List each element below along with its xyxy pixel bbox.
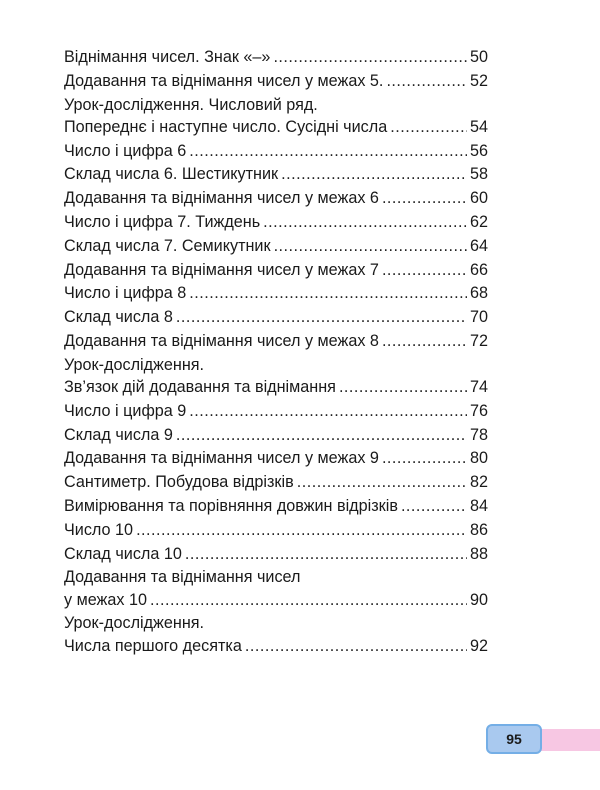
toc-entry [64,495,488,517]
dot-leader [263,211,467,233]
toc-entry [64,235,488,257]
dot-leader [339,376,467,398]
toc-entry-title: Віднімання чисел. Знак «–» [64,48,271,66]
toc-entry [64,543,488,565]
toc-entry-title: Додавання та віднімання чисел у межах 6 [64,189,379,208]
dot-leader [382,259,467,281]
toc-entry-page: 52 [469,71,488,90]
toc-entry [64,163,488,185]
toc-entry-title: Зв’язок дій додавання та віднімання [64,377,336,396]
toc-entry-page: 70 [469,308,488,327]
dot-leader [386,70,467,92]
dot-leader [189,282,467,304]
toc-entry [64,187,488,209]
toc-entry [64,70,488,92]
dot-leader [382,447,467,469]
dot-leader [390,116,467,138]
toc-entry [64,140,488,162]
dot-leader [274,235,467,257]
toc-entry [64,211,488,233]
toc-entry [64,519,488,541]
toc-entry [64,282,488,304]
toc-entry-page: 90 [469,590,488,609]
toc-entry [64,424,488,446]
toc-entry [64,46,488,68]
footer-band [540,729,600,751]
dot-leader [382,330,467,352]
toc-entry-title: Число 10 [64,520,134,539]
toc-entry [64,94,488,138]
toc-entry-page: 62 [469,212,488,231]
toc-entry-page: 58 [469,165,488,184]
toc-entry-page: 64 [469,236,488,255]
table-of-contents [64,46,488,658]
toc-entry-page: 68 [469,284,488,303]
toc-entry-page: 74 [469,377,488,396]
toc-entry-page: 50 [469,48,488,66]
toc-entry [64,447,488,469]
toc-entry-title: Числа першого десятка [64,636,242,655]
dot-leader [297,471,467,493]
toc-entry-page: 76 [469,401,488,420]
toc-entry-page: 60 [469,189,488,208]
toc-entry-page: 80 [469,449,488,468]
dot-leader [273,46,467,68]
toc-entry-title: Попереднє і наступне число. Сусідні числа [64,117,388,136]
toc-entry-title: Склад числа 8 [64,308,173,327]
toc-entry [64,354,488,398]
dot-leader [150,589,467,611]
dot-leader [176,306,467,328]
toc-entry-title: Склад числа 6. Шестикутник [64,165,279,184]
toc-entry-title: Склад числа 7. Семикутник [64,236,271,255]
toc-entry-title: Додавання та віднімання чисел у межах 8 [64,331,379,350]
toc-entry-page: 92 [469,636,488,655]
page-number-badge [486,724,542,754]
toc-entry [64,400,488,422]
toc-entry-title: Число і цифра 7. Тиждень [64,212,261,231]
toc-entry-title: Додавання та віднімання чисел у межах 9 [64,449,379,468]
toc-entry [64,306,488,328]
toc-entry-page: 86 [469,520,488,539]
toc-entry [64,566,488,610]
page-number: 95 [506,731,522,747]
toc-entry-page: 78 [469,425,488,444]
toc-entry [64,330,488,352]
dot-leader [136,519,467,541]
toc-entry-title: Сантиметр. Побудова відрізків [64,473,294,492]
toc-entry-title-line: Урок-дослідження. Числовий ряд. [64,95,318,114]
toc-entry-page: 82 [469,473,488,492]
toc-entry-title: Число і цифра 9 [64,401,187,420]
toc-entry-page: 72 [469,331,488,350]
toc-entry-title: Вимірювання та порівняння довжин відрізків [64,496,398,515]
toc-entry-title: Додавання та віднімання чисел у межах 5. [64,71,384,90]
dot-leader [281,163,467,185]
dot-leader [245,635,467,657]
dot-leader [189,400,467,422]
toc-entry [64,259,488,281]
toc-entry-title: Склад числа 10 [64,544,182,563]
dot-leader [401,495,467,517]
toc-entry-title: Склад числа 9 [64,425,173,444]
dot-leader [189,140,467,162]
dot-leader [185,543,467,565]
toc-entry-title: Число і цифра 6 [64,141,187,160]
toc-entry-title-line: Урок-дослідження. [64,355,205,374]
toc-entry-title: у межах 10 [64,590,147,609]
toc-entry-title: Число і цифра 8 [64,284,187,303]
toc-entry-page: 84 [469,496,488,515]
toc-entry-title: Додавання та віднімання чисел у межах 7 [64,260,379,279]
toc-entry [64,612,488,656]
toc-entry-page: 66 [469,260,488,279]
toc-entry [64,471,488,493]
toc-entry-page: 56 [469,141,488,160]
dot-leader [382,187,467,209]
toc-entry-page: 54 [469,117,488,136]
toc-entry-page: 88 [469,544,488,563]
toc-entry-title-line: Урок-дослідження. [64,614,205,633]
toc-entry-title-line: Додавання та віднімання чисел [64,568,301,587]
dot-leader [176,424,467,446]
